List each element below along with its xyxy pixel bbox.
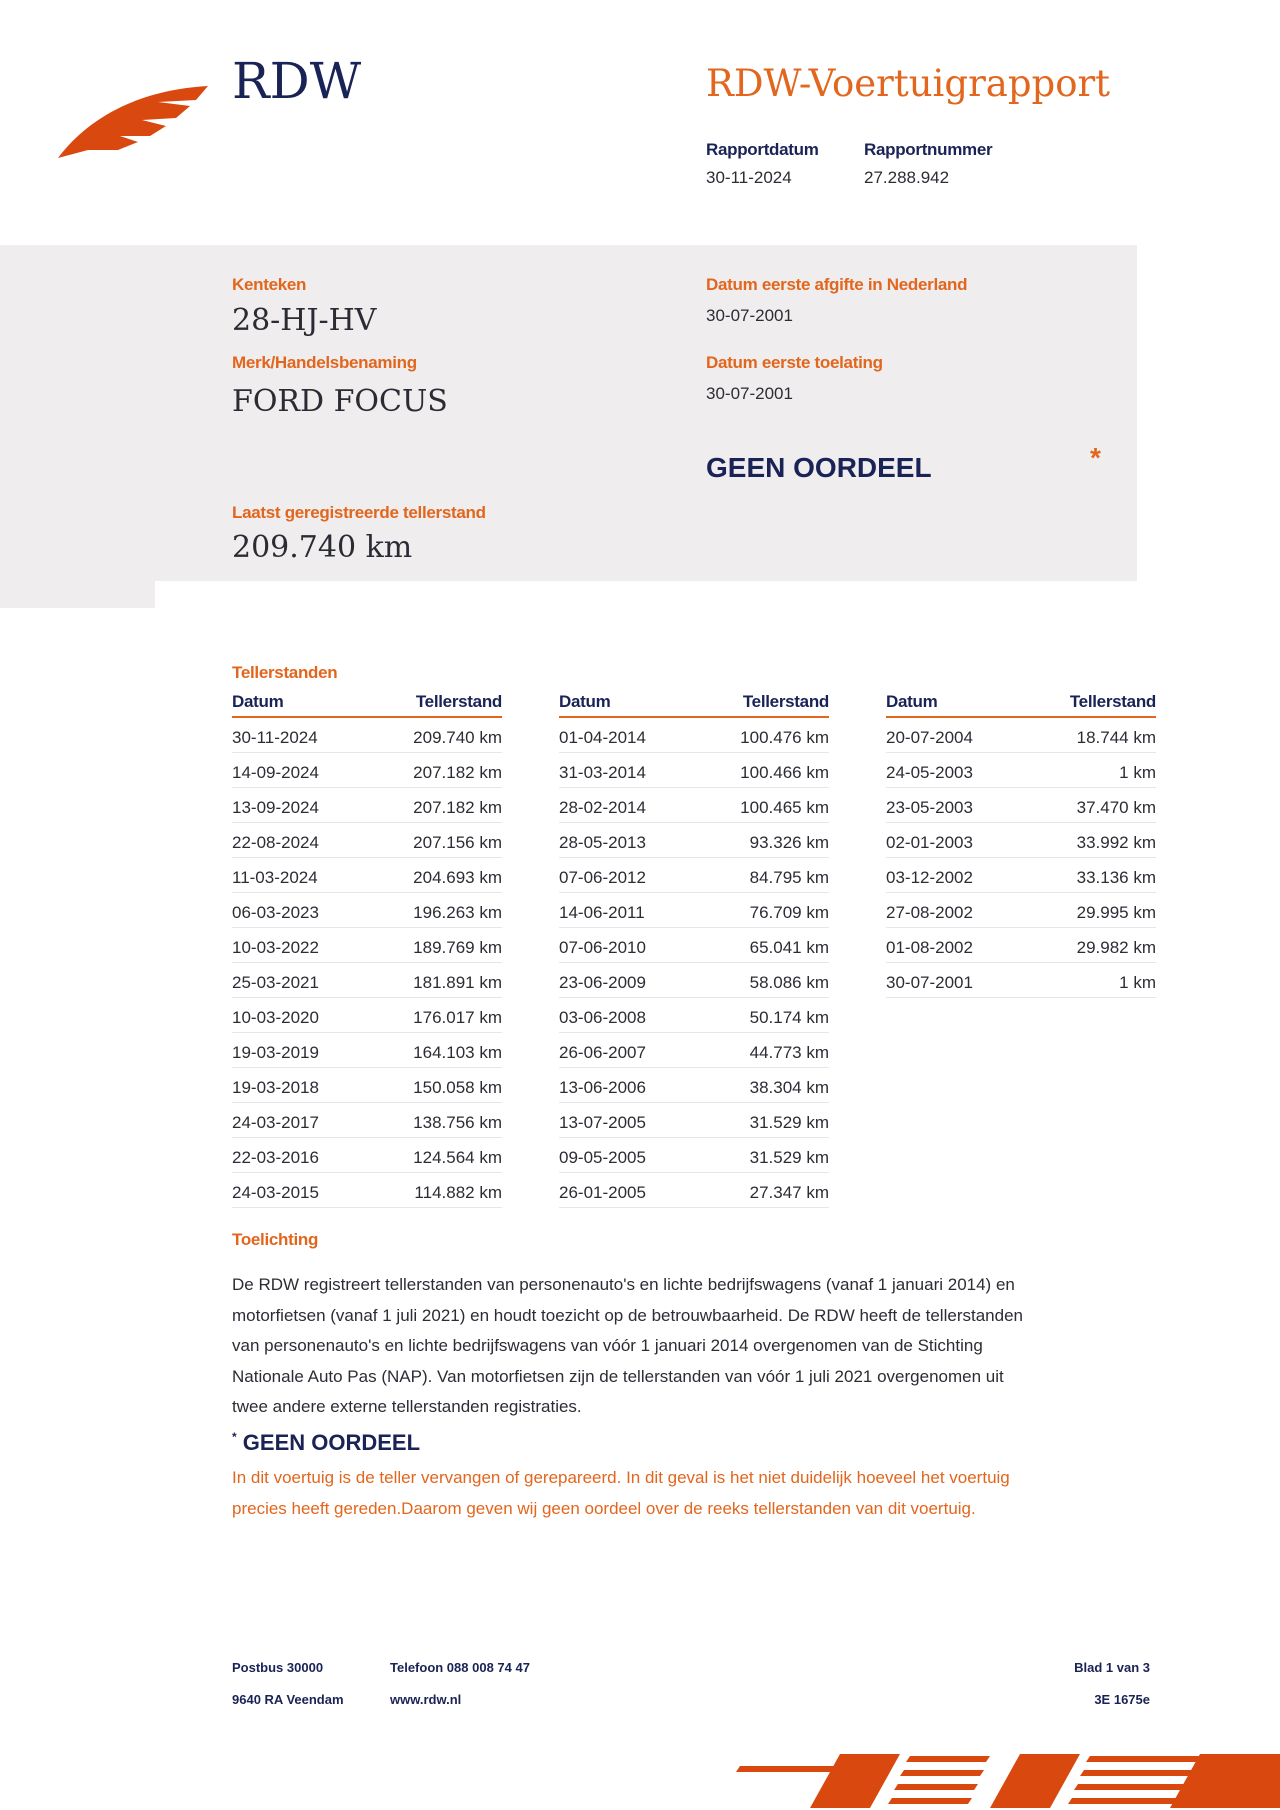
odometer-table-3 [886,692,1156,998]
first-nl-value: 30-07-2001 [706,306,793,325]
table-row [559,928,829,963]
row-date: 07-06-2010 [559,938,646,957]
row-reading: 33.136 km [1076,868,1156,887]
verdict-explanation-line: precies heeft gereden.Daarom geven wij geen oordeel over de reeks tellerstanden van dit voertuig. [232,1498,976,1518]
table-header [886,692,1156,718]
row-date: 10-03-2022 [232,938,319,957]
row-date: 11-03-2024 [232,868,318,887]
make-value: FORD FOCUS [232,384,448,419]
verdict-explanation-line: In dit voertuig is de teller vervangen of gerepareerd. In dit geval is het niet duidelijk hoeveel het voertuig [232,1468,1010,1487]
row-reading: 176.017 km [413,1008,502,1027]
verdict-asterisk: * [1090,442,1101,473]
table-header [559,692,829,718]
row-reading: 37.470 km [1076,798,1156,817]
row-date: 13-09-2024 [232,798,319,817]
explanation-text [232,1270,1144,1423]
first-admission-value: 30-07-2001 [706,384,793,403]
make-label: Merk/Handelsbenaming [232,353,417,372]
row-reading: 1 km [1119,763,1156,782]
table-row [559,1033,829,1068]
row-reading: 29.995 km [1076,903,1156,922]
table-row [232,718,502,753]
table-row [232,858,502,893]
last-odometer-value: 209.740 km [232,530,413,565]
table-row [232,998,502,1033]
row-reading: 207.182 km [413,763,502,782]
table-row [886,928,1156,963]
explanation-line: twee andere externe tellerstanden registraties. [232,1397,582,1416]
col-date-header: Datum [232,692,284,711]
table-row [232,893,502,928]
table-row [232,788,502,823]
col-reading-header: Tellerstand [415,692,502,711]
table-row [559,1068,829,1103]
row-date: 14-09-2024 [232,763,319,782]
first-admission-label: Datum eerste toelating [706,353,883,372]
footer-page: Blad 1 van 3 [1074,1660,1150,1675]
row-reading: 164.103 km [413,1043,502,1062]
row-reading: 100.466 km [740,763,829,782]
summary-panel-tab [0,581,155,608]
row-reading: 124.564 km [413,1148,502,1167]
explanation-line: van personenauto's en lichte bedrijfswagens van vóór 1 januari 2014 overgenomen van de Stichting [232,1336,983,1355]
row-date: 06-03-2023 [232,903,319,922]
table-header [232,692,502,718]
rdw-stripes-icon [720,1752,1280,1810]
row-date: 24-03-2017 [232,1113,319,1132]
footer-website[interactable]: www.rdw.nl [390,1692,462,1707]
table-row [559,1103,829,1138]
row-reading: 50.174 km [749,1008,829,1027]
row-reading: 65.041 km [749,938,829,957]
last-odometer-label: Laatst geregistreerde tellerstand [232,503,486,522]
row-date: 23-06-2009 [559,973,646,992]
row-reading: 207.156 km [413,833,502,852]
row-reading: 1 km [1119,973,1156,992]
row-date: 23-05-2003 [886,798,973,817]
col-reading-header: Tellerstand [742,692,829,711]
odometer-table-2 [559,692,829,1208]
row-reading: 189.769 km [413,938,502,957]
table-row [232,1173,502,1208]
verdict-badge: GEEN OORDEEL [706,452,932,483]
table-row [559,788,829,823]
report-number: 27.288.942 [864,168,950,187]
table-row [559,718,829,753]
first-nl-label: Datum eerste afgifte in Nederland [706,275,968,294]
row-reading: 93.326 km [749,833,829,852]
row-reading: 31.529 km [749,1148,829,1167]
row-date: 01-08-2002 [886,938,973,957]
row-date: 27-08-2002 [886,903,973,922]
row-date: 03-06-2008 [559,1008,646,1027]
row-date: 13-06-2006 [559,1078,646,1097]
footer-code: 3E 1675e [1094,1692,1150,1707]
row-date: 24-05-2003 [886,763,973,782]
table-row [886,823,1156,858]
brand-name: RDW [232,52,362,110]
report-title: RDW-Voertuigrapport [706,62,1111,105]
verdict-heading-text: GEEN OORDEEL [242,1430,421,1455]
report-date: 30-11-2024 [706,168,792,187]
plate-label: Kenteken [232,275,307,294]
row-date: 19-03-2019 [232,1043,319,1062]
verdict-heading [232,1430,420,1456]
explanation-line: Nationale Auto Pas (NAP). Van motorfietsen zijn de tellerstanden van vóór 1 juli 2021 overgenomen uit [232,1366,1004,1386]
table-row [559,998,829,1033]
plate-value: 28-HJ-HV [232,303,377,338]
row-date: 01-04-2014 [559,728,646,747]
report-date-label: Rapportdatum [706,140,819,159]
footer-address: 9640 RA Veendam [232,1692,344,1707]
table-row [886,858,1156,893]
row-date: 20-07-2004 [886,728,973,747]
row-reading: 114.882 km [414,1183,502,1202]
table-row [232,753,502,788]
row-reading: 150.058 km [413,1078,502,1097]
row-date: 25-03-2021 [232,973,319,992]
table-row [886,753,1156,788]
row-reading: 181.891 km [413,973,502,992]
row-reading: 33.992 km [1076,833,1156,852]
row-date: 09-05-2005 [559,1148,646,1167]
verdict-heading-mark: * [232,1430,237,1444]
col-date-header: Datum [559,692,611,711]
report-number-label: Rapportnummer [864,140,993,159]
table-row [559,858,829,893]
row-date: 19-03-2018 [232,1078,319,1097]
row-date: 22-08-2024 [232,833,319,852]
row-reading: 76.709 km [749,903,829,922]
row-date: 28-05-2013 [559,833,646,852]
row-date: 26-06-2007 [559,1043,646,1062]
verdict-explanation [232,1463,1132,1524]
footer-postbus: Postbus 30000 [232,1660,324,1675]
table-row [886,718,1156,753]
footer-phone: Telefoon 088 008 74 47 [390,1660,530,1675]
table-row [232,823,502,858]
table-row [559,1173,829,1208]
row-date: 24-03-2015 [232,1183,319,1202]
table-row [232,1068,502,1103]
row-date: 31-03-2014 [559,763,646,782]
row-date: 07-06-2012 [559,868,646,887]
row-date: 10-03-2020 [232,1008,319,1027]
table-row [559,753,829,788]
table-row [232,1033,502,1068]
row-reading: 58.086 km [749,973,829,992]
row-reading: 209.740 km [413,728,502,747]
table-row [886,893,1156,928]
table-row [886,963,1156,998]
table-row [559,963,829,998]
odometer-section-title: Tellerstanden [232,663,338,682]
row-reading: 138.756 km [413,1113,502,1132]
table-row [559,893,829,928]
row-reading: 18.744 km [1076,728,1156,747]
row-date: 14-06-2011 [559,903,645,922]
table-row [232,1103,502,1138]
odometer-table-1 [232,692,502,1208]
row-reading: 84.795 km [749,868,829,887]
row-date: 22-03-2016 [232,1148,319,1167]
explanation-line: motorfietsen (vanaf 1 juli 2021) en houdt toezicht op de betrouwbaarheid. De RDW heeft de tellerstanden [232,1305,1023,1325]
table-row [559,823,829,858]
row-reading: 29.982 km [1076,938,1156,957]
row-reading: 207.182 km [413,798,502,817]
row-reading: 44.773 km [749,1043,829,1062]
row-reading: 31.529 km [749,1113,829,1132]
explanation-line: De RDW registreert tellerstanden van personenauto's en lichte bedrijfswagens (vanaf 1 januari 2014) en [232,1275,1015,1294]
row-reading: 196.263 km [413,903,502,922]
table-row [559,1138,829,1173]
row-reading: 100.465 km [740,798,829,817]
row-date: 13-07-2005 [559,1113,646,1132]
row-reading: 27.347 km [749,1183,829,1202]
table-row [232,928,502,963]
summary-panel [0,245,1137,581]
col-date-header: Datum [886,692,938,711]
row-date: 30-11-2024 [232,728,318,747]
row-date: 30-07-2001 [886,973,973,992]
row-reading: 204.693 km [413,868,502,887]
row-reading: 100.476 km [740,728,829,747]
explanation-title: Toelichting [232,1230,319,1249]
row-date: 03-12-2002 [886,868,973,887]
table-row [232,963,502,998]
col-reading-header: Tellerstand [1069,692,1156,711]
row-date: 28-02-2014 [559,798,646,817]
table-row [232,1138,502,1173]
row-date: 26-01-2005 [559,1183,646,1202]
table-row [886,788,1156,823]
row-reading: 38.304 km [749,1078,829,1097]
rdw-logo-icon [58,78,214,162]
row-date: 02-01-2003 [886,833,973,852]
